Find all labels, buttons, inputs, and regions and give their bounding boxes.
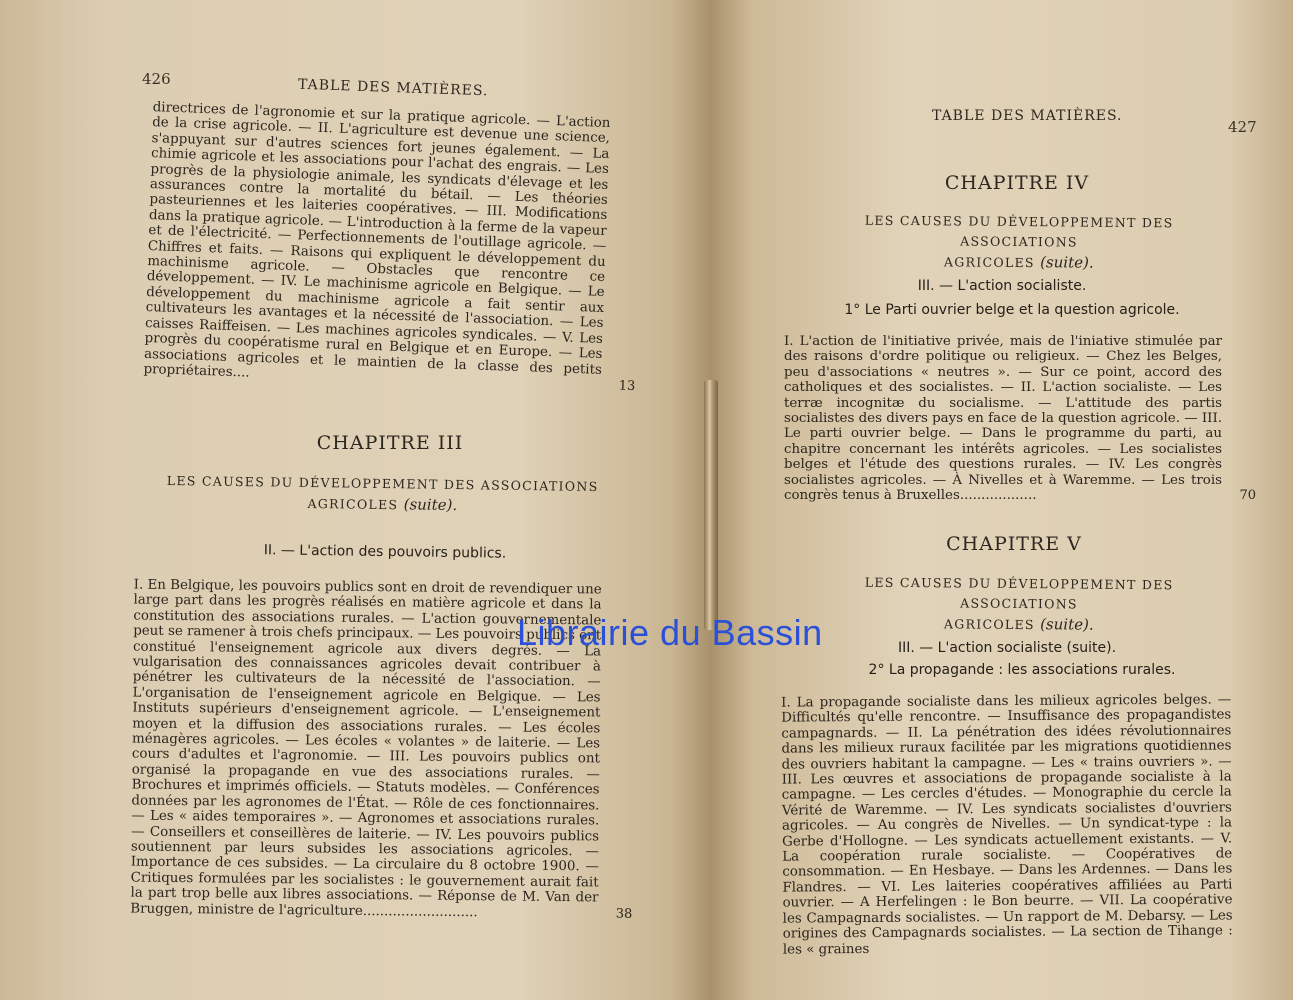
chapter-v-suite: (suite). bbox=[1040, 615, 1094, 634]
right-toc-paragraph-1-page-ref: 70 bbox=[1239, 488, 1256, 504]
section-iii-suite-subheading: 2° La propagande : les associations rurales. bbox=[868, 662, 1176, 678]
left-toc-paragraph-2-page-ref: 38 bbox=[615, 906, 633, 922]
chapter-iv-title: CHAPITRE IV bbox=[944, 172, 1090, 194]
right-running-head: TABLE DES MATIÈRES. bbox=[932, 108, 1123, 124]
bookseller-watermark: Librairie du Bassin bbox=[517, 612, 823, 653]
left-toc-paragraph-1-text: directrices de l'agronomie et sur la pratique agricole. — L'action de la crise agricole. — II. L'agriculture est devenue une science, s'appuyant sur d'autres sciences fort jeunes également. — La chimie agricole et les associations pour l'achat des engrais. — Les progrès de la physiologie animale, les syndicats d'élevage et les assurances contre la mortalité du bétail. — Les théories pasteuriennes et les laiteries coopératives. — III. Modifications dans la pratique agricole. — L'introduction à la ferme de la vapeur et de l'électricité. — Perfectionnements de l'outillage agricole. — Chiffres et faits. — Raisons qui expliquent le développement du machinisme agricole. — Obstacles que rencontre ce développement. — IV. Le machinisme agricole en Belgique. — Le développement du machinisme agricole a fait sentir aux cultivateurs les avantages et la nécessité de l'association. — Les caisses Raiffeisen. — Les machines agricoles syndicales. — V. Les progrès du coopératisme rural en Belgique et en Europe. — Les associations agricoles et le maintien de la classe des petits propriétaires.... bbox=[143, 100, 611, 381]
chapter-iii-subtitle-agricoles: AGRICOLES bbox=[307, 495, 399, 513]
left-toc-paragraph-1-page-ref: 13 bbox=[618, 378, 636, 395]
chapter-iii-subtitle bbox=[150, 471, 616, 518]
section-iii-subheading: 1° Le Parti ouvrier belge et la question agricole. bbox=[844, 302, 1180, 318]
right-page-number: 427 bbox=[1228, 118, 1257, 136]
chapter-iv-subtitle bbox=[804, 210, 1235, 275]
left-toc-paragraph-1 bbox=[143, 100, 636, 395]
chapter-v-title: CHAPITRE V bbox=[946, 533, 1082, 555]
section-iii-suite-heading: III. — L'action socialiste (suite). bbox=[897, 640, 1117, 656]
section-ii-heading: II. — L'action des pouvoirs publics. bbox=[263, 542, 507, 562]
chapter-iii-title: CHAPITRE III bbox=[316, 432, 464, 454]
right-toc-paragraph-1-text: I. L'action de l'initiative privée, mais de l'iniative stimulée par des raisons d'ordre politique ou religieux. — Chez les Belges, peu d'associations « neutres ». — Sur ce point, accord des catholiques et des socialistes. — II. L'action socialiste. — Les terræ incognitæ du socialisme. — L'attitude des partis socialistes des divers pays en face de la question agricole. — III. Le parti ouvrier belge. — Dans le programme du parti, au chapitre concernant les intérêts agricoles. — Les socialistes belges et l'étude des questions rurales. — IV. Les congrès socialistes agricoles. — À Nivelles et à Waremme. — Les trois congrès tenus à Bruxelles.................. bbox=[784, 334, 1222, 504]
chapter-iv-subtitle-line1: LES CAUSES DU DÉVELOPPEMENT DES ASSOCIATIONS bbox=[864, 212, 1174, 250]
left-page-number: 426 bbox=[142, 70, 171, 88]
chapter-iii-suite: (suite). bbox=[403, 495, 458, 515]
right-toc-paragraph-1 bbox=[784, 334, 1256, 504]
right-toc-paragraph-2: I. La propagande socialiste dans les milieux agricoles belges. — Difficultés qu'elle rencontre. — Insuffisance des propagandistes campagnards. — II. La pénétration des idées révolutionnaires dans les milieux ruraux facilitée par les migrations quotidiennes des ouvriers habitant la campagne. — Les « trains ouvriers ». — III. Les œuvres et associations de propagande socialiste à la campagne. — Les cercles d'études. — Monographie du cercle la Vérité de Waremme. — IV. Les syndicats socialistes d'ouvriers agricoles. — Au congrès de Nivelles. — Un syndicat-type : la Gerbe d'Hollogne. — Les syndicats actuellement existants. — V. La coopération rurale socialiste. — Coopératives de consommation. — En Hesbaye. — Dans les Ardennes. — Dans les Flandres. — VI. Les laiteries coopératives affiliées au Parti ouvrier. — A Herfelingen : le Bon beurre. — VII. La coopérative les Campagnards socialistes. — Un rapport de M. Debarsy. — Les origines des Campagnards socialistes. — La section de Tihange : les « graines bbox=[781, 692, 1233, 958]
chapter-v-subtitle bbox=[804, 572, 1235, 637]
chapter-iv-suite: (suite). bbox=[1040, 253, 1094, 272]
chapter-v-subtitle-line1: LES CAUSES DU DÉVELOPPEMENT DES ASSOCIATIONS bbox=[864, 574, 1174, 612]
right-page bbox=[712, 0, 1293, 1000]
chapter-iii-subtitle-line1: LES CAUSES DU DÉVELOPPEMENT DES ASSOCIATIONS bbox=[166, 472, 599, 495]
chapter-iv-subtitle-agricoles: AGRICOLES bbox=[943, 254, 1035, 271]
chapter-v-subtitle-line2 bbox=[804, 612, 1234, 637]
chapter-v-subtitle-agricoles: AGRICOLES bbox=[943, 616, 1035, 633]
chapter-iv-subtitle-line2 bbox=[804, 250, 1234, 275]
section-iii-heading: III. — L'action socialiste. bbox=[917, 278, 1087, 294]
left-running-head: TABLE DES MATIÈRES. bbox=[297, 76, 489, 100]
left-toc-paragraph-2-text: I. En Belgique, les pouvoirs publics sont en droit de revendiquer une large part dans les progrès réalisés en matière agricole et dans la constitution des associations rurales. — L'action gouvernementale peut se ramener à trois chefs principaux. — Les pouvoirs publics ont constitué l'enseignement agricole aux divers degrés. — La vulgarisation des connaissances agricoles devait contribuer à pénétrer les cultivateurs de la nécessité de l'association. — L'organisation de l'enseignement agricole en Belgique. — Les Instituts supérieurs d'enseignement agricole. — L'enseignement moyen et la diffusion des associations rurales. — Les écoles ménagères agricoles. — Les écoles « volantes » de laiterie. — Les cours d'adultes et l'agronomie. — III. Les pouvoirs publics ont organisé la propagande en vue des associations rurales. — Brochures et imprimés officiels. — Statuts modèles. — Conférences données par les agronomes de l'État. — Rôle de ces fonctionnaires. — Les « aides temporaires ». — Agronomes et associations rurales. — Conseillers et conseillères de laiterie. — IV. Les pouvoirs publics soutiennent par leurs subsides les associations agricoles. — Importance de ces subsides. — La circulaire du 8 octobre 1900. — Critiques formulées par les socialistes : le gouvernement aurait fait la part trop belle aux libres associations. — Réponse de M. Van der Bruggen, ministre de l'agriculture........................... bbox=[130, 577, 602, 920]
